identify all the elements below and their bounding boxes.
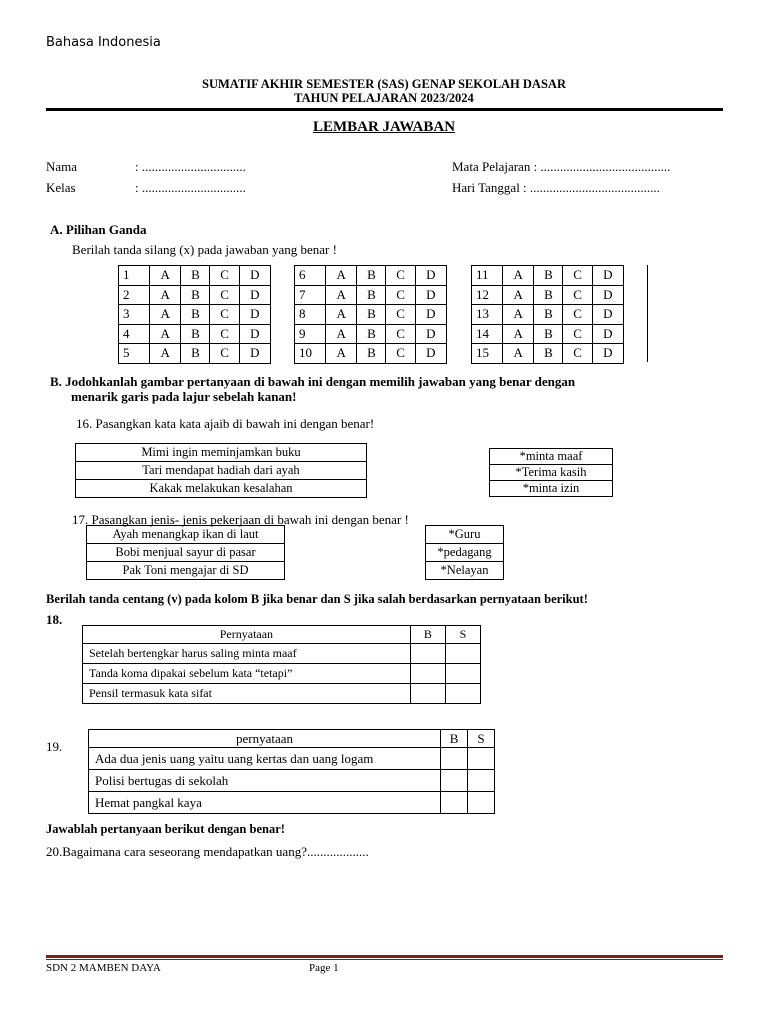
footer-rule-thick xyxy=(46,955,723,958)
question-number: 13 xyxy=(472,305,503,325)
option-b-cell[interactable]: B xyxy=(534,305,563,325)
q18-b-cell[interactable] xyxy=(410,664,445,684)
q19-b-cell[interactable] xyxy=(441,770,468,792)
q18-statement: Tanda koma dipakai sebelum kata “tetapi” xyxy=(83,664,411,684)
question-number: 7 xyxy=(295,285,326,305)
q17-left-item[interactable]: Ayah menangkap ikan di laut xyxy=(87,526,285,544)
answer-grid-1-5 xyxy=(118,265,271,364)
q18-s-cell[interactable] xyxy=(445,644,480,664)
option-b-cell[interactable]: B xyxy=(534,285,563,305)
option-d-cell[interactable]: D xyxy=(592,324,623,344)
option-a-cell[interactable]: A xyxy=(503,266,534,286)
footer-school: SDN 2 MAMBEN DAYA xyxy=(46,962,161,974)
question-number: 14 xyxy=(472,324,503,344)
kelas-field[interactable]: : ................................ xyxy=(135,180,246,195)
answer-row xyxy=(119,305,271,325)
answer-grid-6-10 xyxy=(294,265,447,364)
option-b-cell[interactable]: B xyxy=(181,266,210,286)
option-d-cell[interactable]: D xyxy=(415,344,446,364)
q16-right-table xyxy=(489,448,613,497)
section-b-heading: B. Jodohkanlah gambar pertanyaan di bawah ini dengan memilih jawaban yang benar dengan xyxy=(50,374,576,389)
answer-row xyxy=(472,324,624,344)
section-d-instruction: Jawablah pertanyaan berikut dengan benar! xyxy=(46,822,285,836)
question-number: 9 xyxy=(295,324,326,344)
option-b-cell[interactable]: B xyxy=(357,285,386,305)
q18-header-s: S xyxy=(445,626,480,644)
q19-s-cell[interactable] xyxy=(468,770,495,792)
q17-right-item[interactable]: *pedagang xyxy=(426,544,504,562)
option-c-cell[interactable]: C xyxy=(210,266,239,286)
option-b-cell[interactable]: B xyxy=(357,305,386,325)
option-c-cell[interactable]: C xyxy=(563,344,592,364)
option-a-cell[interactable]: A xyxy=(150,305,181,325)
mapel-field[interactable]: Mata Pelajaran : ........................................ xyxy=(452,159,671,174)
answer-row xyxy=(119,285,271,305)
option-b-cell[interactable]: B xyxy=(357,324,386,344)
answer-row xyxy=(472,266,624,286)
question-number: 12 xyxy=(472,285,503,305)
answer-row xyxy=(119,344,271,364)
option-c-cell[interactable]: C xyxy=(563,305,592,325)
q19-header-s: S xyxy=(468,730,495,748)
section-a-heading: A. Pilihan Ganda xyxy=(50,222,147,237)
q19-b-cell[interactable] xyxy=(441,748,468,770)
option-d-cell[interactable]: D xyxy=(239,324,270,344)
option-d-cell[interactable]: D xyxy=(239,305,270,325)
option-a-cell[interactable]: A xyxy=(150,266,181,286)
option-c-cell[interactable]: C xyxy=(210,344,239,364)
q19-statement: Hemat pangkal kaya xyxy=(89,792,441,814)
option-b-cell[interactable]: B xyxy=(534,266,563,286)
option-d-cell[interactable]: D xyxy=(592,266,623,286)
option-b-cell[interactable]: B xyxy=(181,305,210,325)
answer-row xyxy=(472,344,624,364)
option-a-cell[interactable]: A xyxy=(150,344,181,364)
nama-label: Nama xyxy=(46,159,78,174)
option-d-cell[interactable]: D xyxy=(415,266,446,286)
answer-row xyxy=(119,324,271,344)
answer-row xyxy=(295,344,447,364)
q17-right-item[interactable]: *Guru xyxy=(426,526,504,544)
q16-right-item[interactable]: *minta maaf xyxy=(490,449,613,465)
q20-question[interactable]: 20.Bagaimana cara seseorang mendapatkan uang?................... xyxy=(46,844,369,859)
question-number: 8 xyxy=(295,305,326,325)
option-b-cell[interactable]: B xyxy=(181,324,210,344)
option-c-cell[interactable]: C xyxy=(386,305,415,325)
exam-title: SUMATIF AKHIR SEMESTER (SAS) GENAP SEKOLAH DASAR xyxy=(202,77,566,91)
answer-row xyxy=(295,266,447,286)
q19-b-cell[interactable] xyxy=(441,792,468,814)
option-d-cell[interactable]: D xyxy=(592,305,623,325)
answer-row xyxy=(295,285,447,305)
q17-left-item[interactable]: Pak Toni mengajar di SD xyxy=(87,562,285,580)
option-c-cell[interactable]: C xyxy=(210,285,239,305)
option-a-cell[interactable]: A xyxy=(503,285,534,305)
q19-s-cell[interactable] xyxy=(468,748,495,770)
footer-rule-thin xyxy=(46,959,723,960)
header-rule xyxy=(46,108,723,111)
option-a-cell[interactable]: A xyxy=(503,344,534,364)
option-d-cell[interactable]: D xyxy=(239,344,270,364)
option-a-cell[interactable]: A xyxy=(150,285,181,305)
section-a-instruction: Berilah tanda silang (x) pada jawaban yang benar ! xyxy=(72,242,337,257)
q18-statement: Setelah bertengkar harus saling minta maaf xyxy=(83,644,411,664)
answer-row xyxy=(472,305,624,325)
question-number: 4 xyxy=(119,324,150,344)
answer-row xyxy=(472,285,624,305)
subject-label: Bahasa Indonesia xyxy=(46,35,161,50)
option-c-cell[interactable]: C xyxy=(210,324,239,344)
q17-left-table xyxy=(86,525,285,580)
option-d-cell[interactable]: D xyxy=(415,285,446,305)
option-c-cell[interactable]: C xyxy=(563,324,592,344)
q17-right-table xyxy=(425,525,504,580)
option-c-cell[interactable]: C xyxy=(386,324,415,344)
question-number: 5 xyxy=(119,344,150,364)
nama-field[interactable]: : ................................ xyxy=(135,159,246,174)
option-a-cell[interactable]: A xyxy=(503,305,534,325)
sheet-title: LEMBAR JAWABAN xyxy=(312,119,456,135)
q19-table xyxy=(88,729,495,814)
answer-grid-11-15 xyxy=(471,265,624,364)
option-a-cell[interactable]: A xyxy=(326,344,357,364)
question-number: 2 xyxy=(119,285,150,305)
option-b-cell[interactable]: B xyxy=(534,344,563,364)
option-d-cell[interactable]: D xyxy=(239,285,270,305)
q16-left-item[interactable]: Tari mendapat hadiah dari ayah xyxy=(76,462,367,480)
option-c-cell[interactable]: C xyxy=(563,266,592,286)
kelas-label: Kelas xyxy=(46,180,76,195)
option-c-cell[interactable]: C xyxy=(563,285,592,305)
question-number: 10 xyxy=(295,344,326,364)
option-a-cell[interactable]: A xyxy=(326,324,357,344)
option-b-cell[interactable]: B xyxy=(357,266,386,286)
option-b-cell[interactable]: B xyxy=(357,344,386,364)
q18-s-cell[interactable] xyxy=(445,684,480,704)
q18-number: 18. xyxy=(46,612,63,627)
q19-statement: Polisi bertugas di sekolah xyxy=(89,770,441,792)
answer-row xyxy=(295,324,447,344)
option-d-cell[interactable]: D xyxy=(592,344,623,364)
answer-row xyxy=(295,305,447,325)
exam-year: TAHUN PELAJARAN 2023/2024 xyxy=(294,91,474,105)
option-a-cell[interactable]: A xyxy=(150,324,181,344)
q16-left-table xyxy=(75,443,367,498)
option-b-cell[interactable]: B xyxy=(181,285,210,305)
option-d-cell[interactable]: D xyxy=(592,285,623,305)
question-number: 6 xyxy=(295,266,326,286)
q18-s-cell[interactable] xyxy=(445,664,480,684)
option-d-cell[interactable]: D xyxy=(415,305,446,325)
q17-left-item[interactable]: Bobi menjual sayur di pasar xyxy=(87,544,285,562)
option-a-cell[interactable]: A xyxy=(503,324,534,344)
q16-left-item[interactable]: Mimi ingin meminjamkan buku xyxy=(76,444,367,462)
q16-right-item[interactable]: *Terima kasih xyxy=(490,465,613,481)
question-number: 15 xyxy=(472,344,503,364)
q18-header-b: B xyxy=(410,626,445,644)
option-b-cell[interactable]: B xyxy=(534,324,563,344)
q16-right-item[interactable]: *minta izin xyxy=(490,481,613,497)
option-d-cell[interactable]: D xyxy=(415,324,446,344)
q17-right-item[interactable]: *Nelayan xyxy=(426,562,504,580)
q19-s-cell[interactable] xyxy=(468,792,495,814)
grid-right-rule xyxy=(647,265,648,362)
q18-statement: Pensil termasuk kata sifat xyxy=(83,684,411,704)
option-c-cell[interactable]: C xyxy=(386,344,415,364)
option-c-cell[interactable]: C xyxy=(386,266,415,286)
q19-header-statement: pernyataan xyxy=(89,730,441,748)
option-c-cell[interactable]: C xyxy=(386,285,415,305)
option-b-cell[interactable]: B xyxy=(181,344,210,364)
q16-left-item[interactable]: Kakak melakukan kesalahan xyxy=(76,480,367,498)
section-b-heading-2: menarik garis pada lajur sebelah kanan! xyxy=(71,389,297,404)
q18-header-statement: Pernyataan xyxy=(83,626,411,644)
option-c-cell[interactable]: C xyxy=(210,305,239,325)
question-number: 1 xyxy=(119,266,150,286)
option-a-cell[interactable]: A xyxy=(326,266,357,286)
q18-table xyxy=(82,625,481,704)
q17-prompt: 17. Pasangkan jenis- jenis pekerjaan di bawah ini dengan benar ! xyxy=(72,512,409,527)
question-number: 3 xyxy=(119,305,150,325)
q18-b-cell[interactable] xyxy=(410,684,445,704)
q18-b-cell[interactable] xyxy=(410,644,445,664)
q19-statement: Ada dua jenis uang yaitu uang kertas dan uang logam xyxy=(89,748,441,770)
hari-tanggal-field[interactable]: Hari Tanggal : ........................................ xyxy=(452,180,660,195)
option-d-cell[interactable]: D xyxy=(239,266,270,286)
answer-row xyxy=(119,266,271,286)
q16-prompt: 16. Pasangkan kata kata ajaib di bawah ini dengan benar! xyxy=(76,416,375,431)
question-number: 11 xyxy=(472,266,503,286)
q19-number: 19. xyxy=(46,739,63,754)
option-a-cell[interactable]: A xyxy=(326,305,357,325)
section-c-instruction: Berilah tanda centang (v) pada kolom B jika benar dan S jika salah berdasarkan pernyataan berikut! xyxy=(46,592,588,606)
q19-header-b: B xyxy=(441,730,468,748)
option-a-cell[interactable]: A xyxy=(326,285,357,305)
footer-page: Page 1 xyxy=(309,962,339,974)
